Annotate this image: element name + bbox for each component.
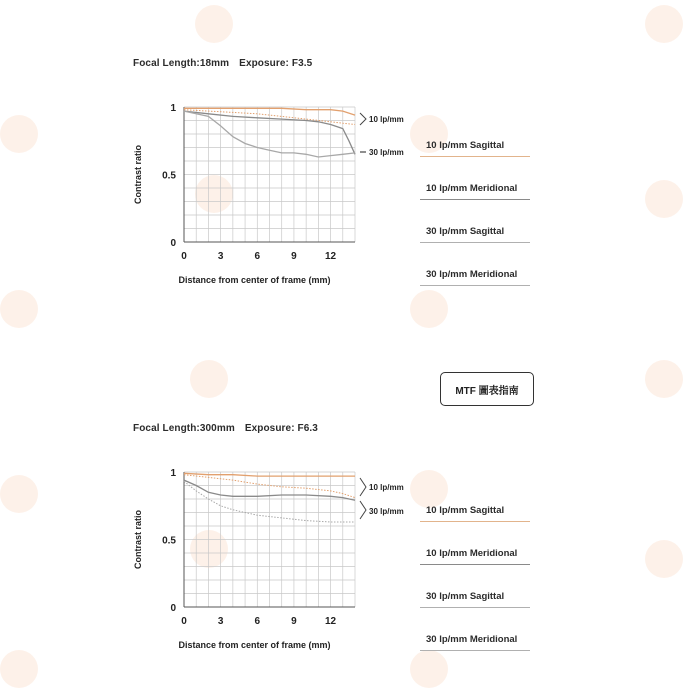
y-tick-label: 1 xyxy=(170,103,176,114)
group-label-10lp: 10 lp/mm xyxy=(369,483,404,492)
y-tick-label: 0 xyxy=(170,238,176,249)
y-tick-label: 0 xyxy=(170,603,176,614)
watermark-logo-icon xyxy=(195,5,233,43)
exposure-value: F3.5 xyxy=(291,58,313,69)
mtf-guide-button-label: MTF 圖表指南 xyxy=(455,385,519,397)
mtf-chart-18mm xyxy=(125,95,415,295)
mtf-chart-300mm xyxy=(125,460,415,660)
legend-underline xyxy=(420,521,530,522)
x-tick-label: 6 xyxy=(254,616,261,627)
legend-underline xyxy=(420,607,530,608)
y-tick-label: 0.5 xyxy=(162,170,176,182)
focal-length-label: Focal Length: xyxy=(133,423,200,434)
x-axis-label: Distance from center of frame (mm) xyxy=(178,275,331,285)
watermark-logo-icon xyxy=(645,540,683,578)
legend-item-30-lp-mm-meridional: 30 lp/mm Meridional xyxy=(426,634,518,645)
x-tick-label: 12 xyxy=(325,616,337,627)
legend-item-10-lp-mm-sagittal: 10 lp/mm Sagittal xyxy=(426,140,505,151)
legend-item-10-lp-mm-sagittal: 10 lp/mm Sagittal xyxy=(426,505,505,516)
group-label-10lp: 10 lp/mm xyxy=(369,115,404,124)
legend-underline xyxy=(420,242,530,243)
bracket-10lp xyxy=(360,113,366,125)
focal-length-label: Focal Length: xyxy=(133,58,200,69)
chart-title-18mm xyxy=(133,58,312,69)
legend-item-30-lp-mm-sagittal: 30 lp/mm Sagittal xyxy=(426,591,505,602)
focal-length-value: 300mm xyxy=(199,423,235,434)
legend-underline xyxy=(420,564,530,565)
watermark-logo-icon xyxy=(190,360,228,398)
watermark-logo-icon xyxy=(0,475,38,513)
y-tick-label: 1 xyxy=(170,468,176,479)
watermark-logo-icon xyxy=(645,5,683,43)
watermark-logo-icon xyxy=(0,290,38,328)
group-label-30lp: 30 lp/mm xyxy=(369,507,404,516)
watermark-logo-icon xyxy=(0,115,38,153)
x-tick-label: 6 xyxy=(254,251,261,262)
exposure-label: Exposure: xyxy=(244,423,295,434)
grid xyxy=(184,107,355,242)
y-tick-label: 0.5 xyxy=(162,535,176,547)
y-axis-label: Contrast ratio xyxy=(133,509,143,570)
x-tick-label: 9 xyxy=(291,616,297,627)
focal-length-value: 18mm xyxy=(199,58,230,69)
y-axis-label: Contrast ratio xyxy=(133,144,143,205)
x-tick-label: 3 xyxy=(217,251,224,262)
x-axis-label: Distance from center of frame (mm) xyxy=(178,640,331,650)
x-tick-label: 12 xyxy=(325,251,337,262)
mtf-guide-button[interactable] xyxy=(440,372,534,406)
exposure-value: F6.3 xyxy=(297,423,318,434)
legend-item-30-lp-mm-sagittal: 30 lp/mm Sagittal xyxy=(426,226,505,237)
legend-item-30-lp-mm-meridional: 30 lp/mm Meridional xyxy=(426,269,518,280)
watermark-logo-icon xyxy=(410,470,448,508)
legend-underline xyxy=(420,285,530,286)
watermark-logo-icon xyxy=(645,360,683,398)
watermark-logo-icon xyxy=(645,180,683,218)
x-tick-label: 9 xyxy=(291,251,297,262)
group-label-30lp: 30 lp/mm xyxy=(369,148,404,157)
chart-title-300mm xyxy=(133,423,318,434)
legend-item-10-lp-mm-meridional: 10 lp/mm Meridional xyxy=(426,548,518,559)
bracket-30lp xyxy=(360,501,366,519)
watermark-logo-icon xyxy=(0,650,38,688)
x-tick-label: 0 xyxy=(181,251,187,262)
x-tick-label: 3 xyxy=(217,616,224,627)
watermark-logo-icon xyxy=(410,650,448,688)
exposure-label: Exposure: xyxy=(239,58,289,69)
legend-underline xyxy=(420,199,530,200)
x-tick-label: 0 xyxy=(181,616,187,627)
bracket-10lp xyxy=(360,478,366,496)
legend-underline xyxy=(420,156,530,157)
legend-item-10-lp-mm-meridional: 10 lp/mm Meridional xyxy=(426,183,518,194)
watermark-logo-icon xyxy=(410,290,448,328)
legend-underline xyxy=(420,650,530,651)
